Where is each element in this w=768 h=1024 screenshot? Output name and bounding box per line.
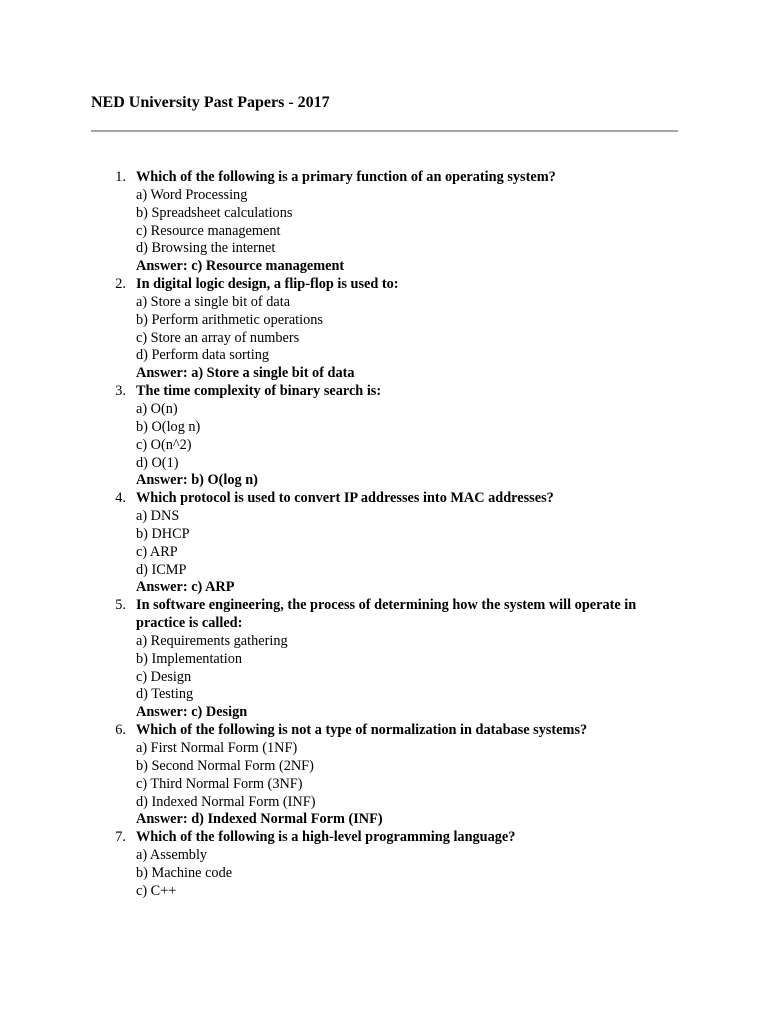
question-number: 6.	[115, 722, 126, 739]
answer-option: b) Spreadsheet calculations	[136, 204, 293, 221]
correct-answer: Answer: c) ARP	[136, 579, 235, 596]
answer-option: c) Design	[136, 668, 192, 685]
answer-option: c) Third Normal Form (3NF)	[136, 775, 303, 792]
document-title: NED University Past Papers - 2017	[91, 94, 330, 111]
answer-option: b) O(log n)	[136, 418, 201, 435]
question-item	[91, 383, 681, 490]
answer-option: a) Store a single bit of data	[136, 293, 291, 310]
answer-option: a) Word Processing	[136, 186, 248, 203]
question-number: 2.	[115, 276, 126, 293]
question-list	[91, 169, 681, 901]
answer-option: c) Resource management	[136, 222, 281, 239]
answer-option: b) Perform arithmetic operations	[136, 311, 323, 328]
answer-option: b) DHCP	[136, 525, 190, 542]
question-text: Which of the following is a high-level programming language?	[136, 829, 516, 846]
question-number: 7.	[115, 829, 126, 846]
answer-option: d) Indexed Normal Form (INF)	[136, 793, 316, 810]
question-item	[91, 829, 681, 900]
question-number: 4.	[115, 490, 126, 507]
question-text: The time complexity of binary search is:	[136, 383, 382, 400]
question-item	[91, 276, 681, 383]
answer-option: a) First Normal Form (1NF)	[136, 740, 298, 756]
question-text: In software engineering, the process of determining how the system will operate in practice is called:	[136, 597, 637, 632]
answer-option: d) Browsing the internet	[136, 240, 276, 257]
answer-option: c) O(n^2)	[136, 436, 192, 453]
answer-option: d) Perform data sorting	[136, 347, 270, 364]
correct-answer: Answer: c) Resource management	[136, 258, 345, 275]
correct-answer: Answer: b) O(log n)	[136, 472, 258, 489]
title-divider	[91, 130, 678, 132]
question-text: Which protocol is used to convert IP addresses into MAC addresses?	[136, 490, 554, 507]
answer-option: c) C++	[136, 882, 177, 899]
question-item	[91, 722, 681, 829]
answer-option: a) Requirements gathering	[136, 632, 288, 649]
question-item	[91, 169, 681, 276]
question-number: 5.	[115, 597, 126, 614]
question-item	[91, 490, 681, 597]
correct-answer: Answer: c) Design	[136, 704, 248, 721]
question-text: Which of the following is a primary function of an operating system?	[136, 169, 556, 185]
correct-answer: Answer: a) Store a single bit of data	[136, 365, 355, 382]
answer-option: a) DNS	[136, 508, 180, 525]
correct-answer: Answer: d) Indexed Normal Form (INF)	[136, 811, 383, 828]
answer-option: b) Implementation	[136, 650, 243, 667]
answer-option: c) ARP	[136, 543, 178, 560]
answer-option: a) Assembly	[136, 847, 208, 864]
answer-option: b) Second Normal Form (2NF)	[136, 757, 314, 774]
answer-option: d) ICMP	[136, 561, 187, 578]
question-text: In digital logic design, a flip-flop is used to:	[136, 276, 399, 293]
answer-option: b) Machine code	[136, 864, 233, 881]
answer-option: c) Store an array of numbers	[136, 329, 300, 346]
answer-option: d) O(1)	[136, 454, 179, 471]
question-number: 3.	[115, 383, 126, 400]
answer-option: d) Testing	[136, 686, 194, 703]
question-text: Which of the following is not a type of normalization in database systems?	[136, 722, 588, 739]
question-item	[91, 597, 681, 722]
answer-option: a) O(n)	[136, 400, 178, 417]
question-number: 1.	[115, 169, 126, 185]
